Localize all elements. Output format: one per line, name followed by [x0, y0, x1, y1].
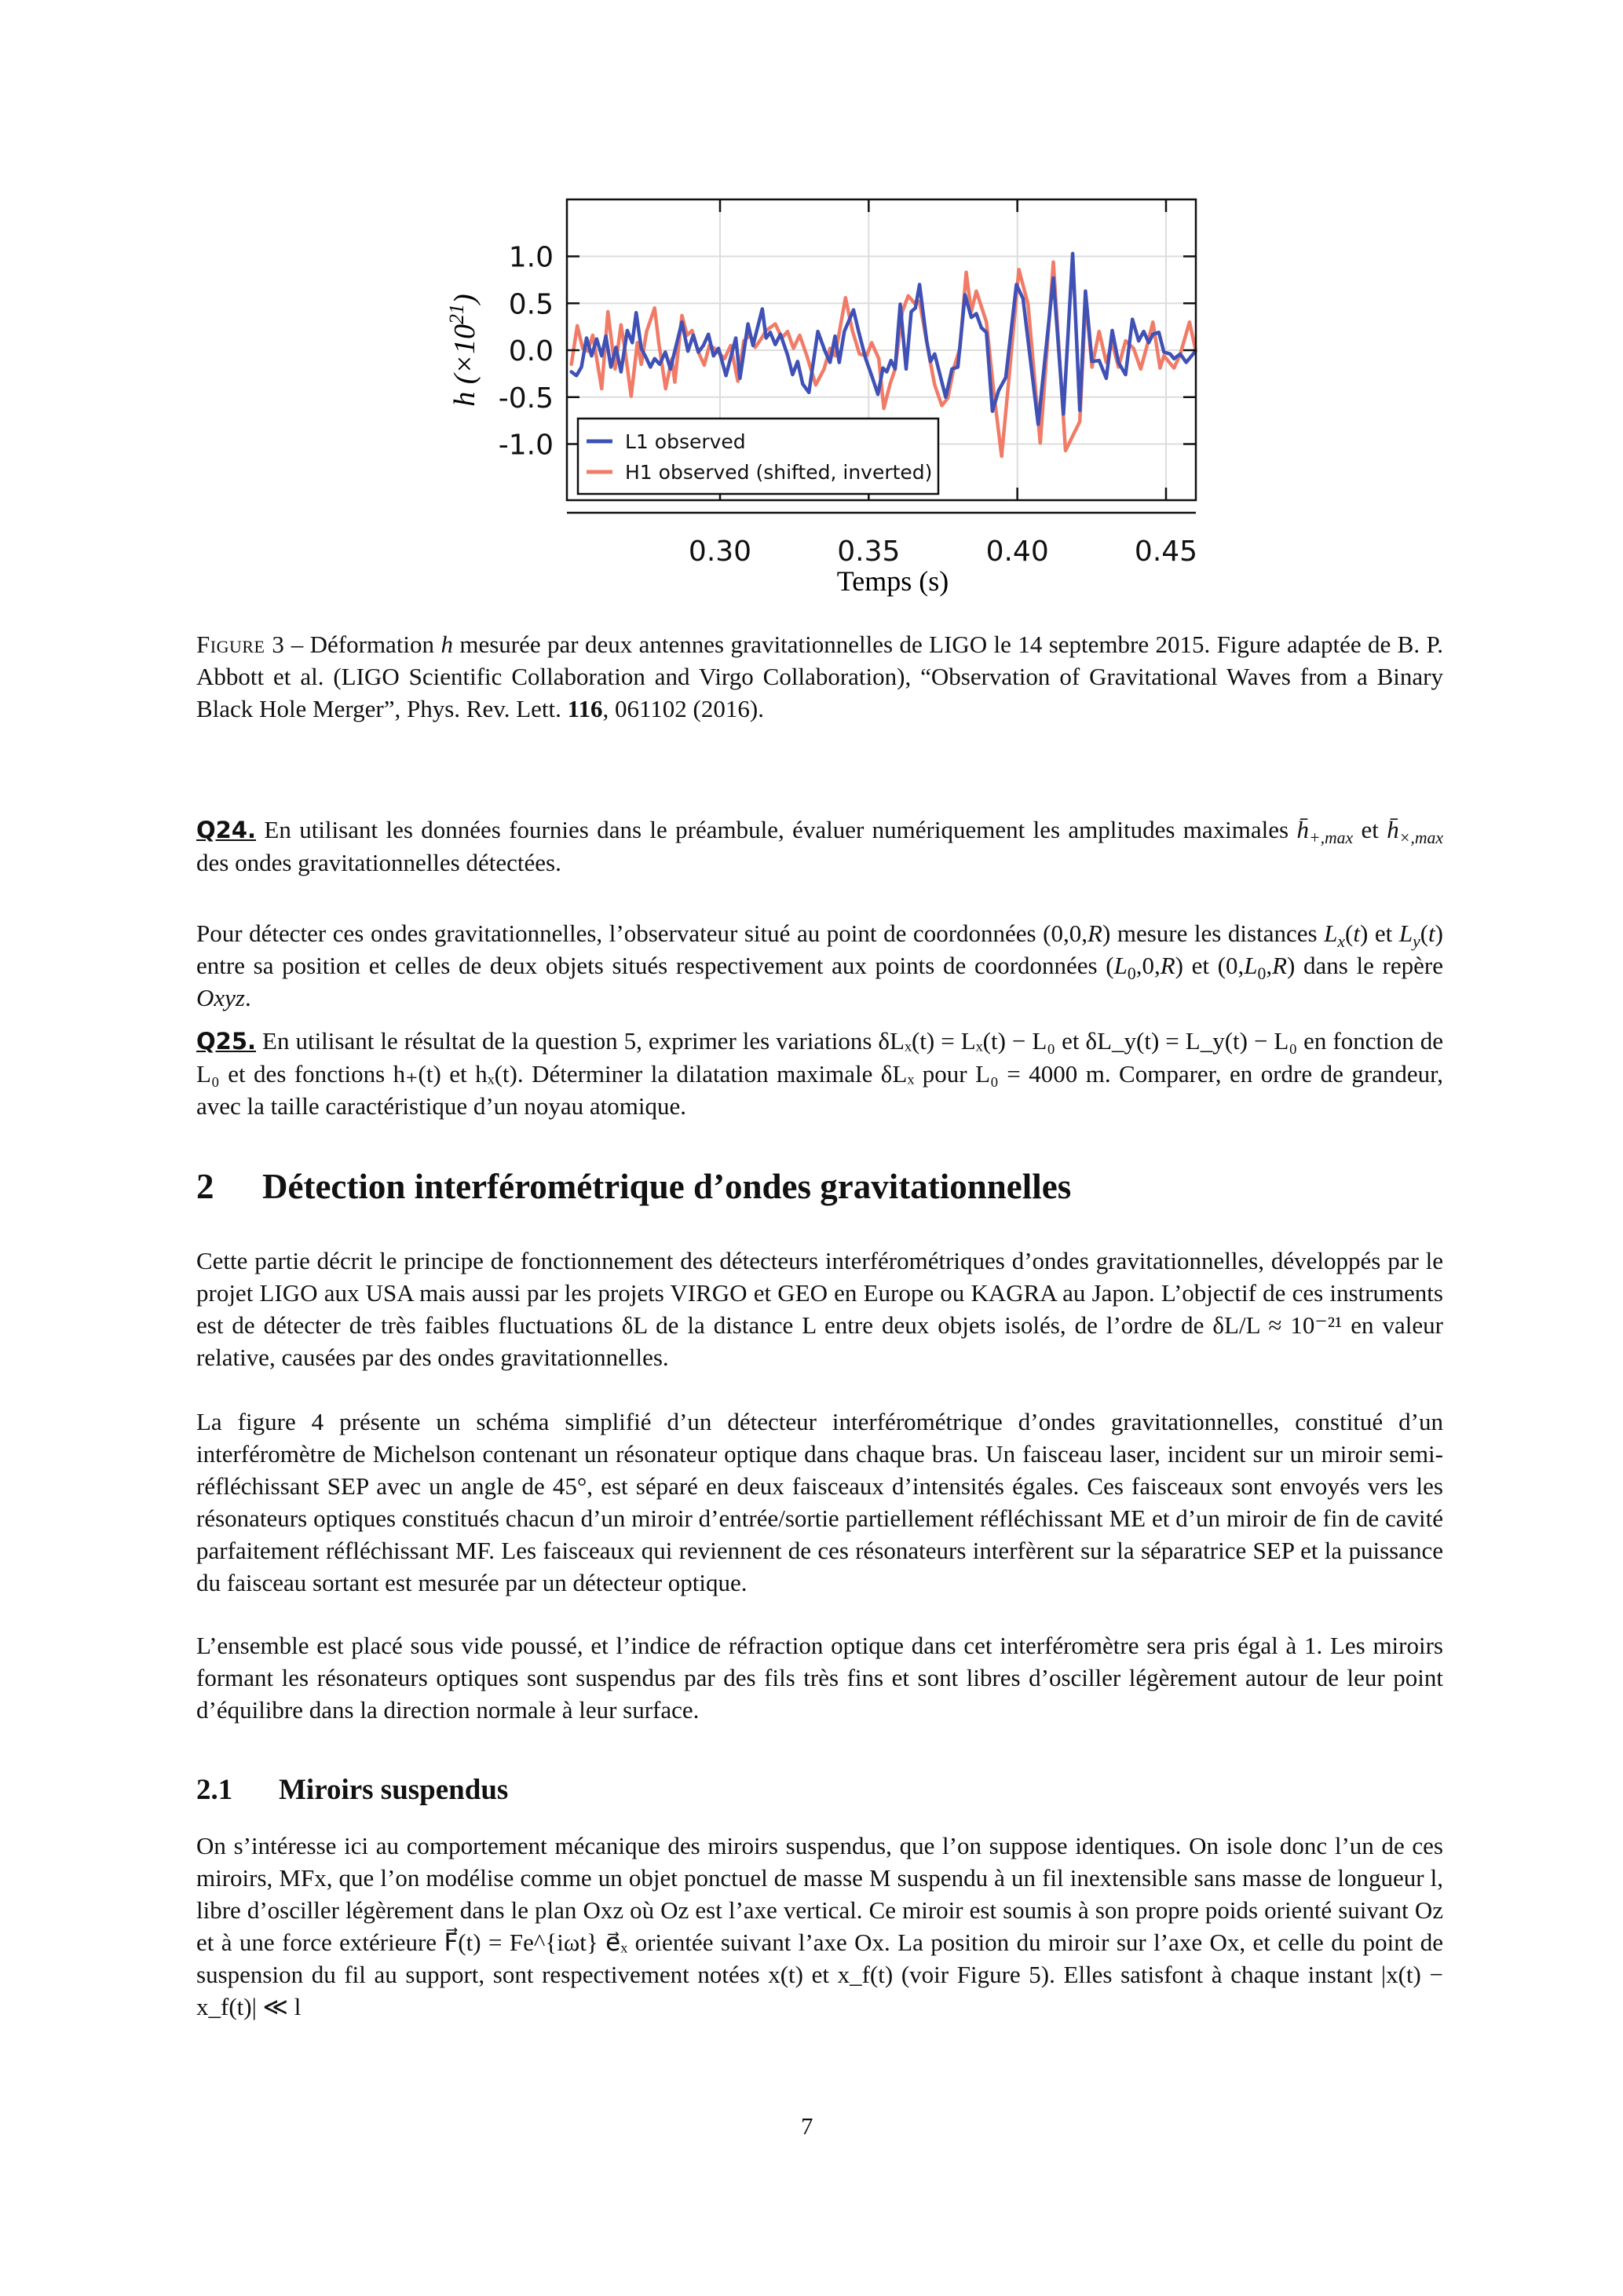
page-number: 7: [801, 2112, 813, 2140]
paragraph-text: et: [1368, 919, 1399, 947]
paragraph-text: ) dans le repère: [1287, 952, 1443, 979]
svg-text:h (×1021): h $(\times 10^{21})$: [445, 294, 481, 407]
h-cross-max: h̄: [1387, 816, 1399, 843]
svg-text:0.5: 0.5: [508, 288, 554, 321]
var-L: L: [1113, 952, 1128, 979]
svg-text:-0.5: -0.5: [498, 382, 554, 415]
paragraph-section-2-intro: Cette partie décrit le principe de fonctionnement des détecteurs interférométriques d’ondes gravitationnelles, développés par le projet LIGO aux USA mais aussi par les projets VIRGO et GEO en Europe ou KAGRA au Japon. L’objectif de ces instruments est de détecter de très faibles fluctuations δL de la distance L entre deux objets isolés, de l’ordre de δL/L ≈ 10⁻²¹ en valeur relative, causées par des ondes gravitationnelles.: [196, 1247, 1443, 1371]
paragraph-text: ,0,: [1135, 952, 1161, 979]
var-t: t: [1428, 919, 1435, 947]
figure-label: Figure 3: [196, 631, 285, 658]
paragraph-text: ) et (0,: [1175, 952, 1245, 979]
figure-3-chart: [424, 188, 1225, 597]
caption-text: , 061102 (2016).: [602, 695, 764, 722]
var-L: L: [1398, 919, 1413, 947]
chart-legend: [578, 419, 938, 494]
var-R: R: [1272, 952, 1288, 979]
x-tick-labels: [689, 536, 1197, 568]
section-title: Détection interférométrique d’ondes gravitationnelles: [262, 1167, 1072, 1206]
paragraph-text: ) mesure les distances: [1102, 919, 1325, 947]
paragraph-text: entre sa position et celles de deux objets situés respectivement aux points de coordonnées (: [196, 952, 1114, 979]
y-tick-labels: [499, 242, 554, 462]
subscript: x: [1337, 932, 1346, 952]
question-24: [196, 813, 1443, 879]
section-2-1-heading: [196, 1773, 508, 1807]
subsection-title: Miroirs suspendus: [279, 1774, 509, 1806]
question-text: des ondes gravitationnelles détectées.: [196, 849, 561, 876]
paragraph-text: ,: [1266, 952, 1273, 979]
subsection-number: 2.1: [196, 1774, 233, 1806]
caption-dash: –: [284, 631, 310, 658]
svg-text:-1.0: -1.0: [498, 429, 554, 462]
svg-text:0.0: 0.0: [508, 335, 554, 367]
var-L: L: [1324, 919, 1338, 947]
var-t: t: [1353, 919, 1360, 947]
h-plus-max: h̄: [1296, 816, 1309, 843]
paragraph-suspended-mirrors: On s’intéresse ici au comportement mécanique des miroirs suspendus, que l’on suppose identiques. On isole donc l’un de ces miroirs, MFx, que l’on modélise comme un objet ponctuel de masse M suspendu à un fil inextensible sans masse de longueur l, libre d’osciller légèrement dans le plan Oxz où Oz est l’axe vertical. Ce miroir est soumis à son propre poids orienté suivant Oz et à une force extérieure F⃗(t) = Fe^{iωt} e⃗ₓ orientée suivant l’axe Ox. La position du miroir sur l’axe Ox, et celle du point de suspension du fil au support, sont respectivement notées x(t) et x_f(t) (voir Figure 5). Elles satisfont à chaque instant |x(t) − x_f(t)| ≪ l: [196, 1832, 1443, 2020]
x-axis-label: Temps (s): [836, 565, 949, 597]
paragraph-detection-setup: Pour détecter ces ondes gravitationnelles, l’observateur situé au point de coordonnées (0,0,R) mesure les distances $L_x(t)$ et $L_y(t)$ entre sa position et celles de deux objets situés respectivement aux points de coordonnées $(L_0,0,R)$ et $(0,L_0,R)$ dans le repère Oxyz.: [196, 919, 1443, 1011]
caption-text: mesurée par deux antennes gravitationnelles de LIGO le 14 septembre 2015. Figure adaptée de B. P. Abbott et al. (LIGO Scientific Collaboration and Virgo Collaboration), “Observation of Gravitational Waves from a Binary Black Hole Merger”, Phys. Rev. Lett.: [196, 631, 1444, 722]
section-2-heading: [196, 1166, 1071, 1207]
caption-volume: 116: [567, 695, 603, 722]
svg-text:0.45: 0.45: [1134, 536, 1198, 568]
var-Oxyz: Oxyz: [196, 984, 245, 1011]
figure-3-caption: [196, 628, 1443, 725]
caption-text: Déformation: [309, 631, 441, 658]
question-text: En utilisant le résultat de la question 5, exprimer les variations δLₓ(t) = Lₓ(t) − L₀ et δL_y(t) = L_y(t) − L₀ en fonction de L₀ et des fonctions h₊(t) et hₓ(t). Déterminer la dilatation maximale δLₓ pour L₀ = 4000 m. Comparer, en ordre de grandeur, avec la taille caractéristique d’un noyau atomique.: [196, 1027, 1443, 1120]
y-axis-label: [445, 294, 481, 406]
paragraph-text: Pour détecter ces ondes gravitationnelles, l’observateur situé au point de coordonnées (0,0,: [196, 919, 1087, 947]
svg-text:1.0: 1.0: [508, 241, 554, 274]
section-number: 2: [196, 1167, 214, 1206]
subscript: ×,max: [1398, 828, 1443, 848]
paragraph-text: .: [244, 984, 251, 1011]
var-R: R: [1160, 952, 1175, 979]
subscript: y: [1413, 932, 1420, 952]
var-L: L: [1244, 952, 1258, 979]
legend-label-h1: H1 observed (shifted, inverted): [625, 461, 933, 484]
svg-text:0.40: 0.40: [985, 536, 1049, 568]
paragraph-vacuum-suspension: L’ensemble est placé sous vide poussé, et l’indice de réfraction optique dans cet interféromètre sera pris égal à 1. Les miroirs formant les résonateurs optiques sont suspendus par des fils très fins et sont libres d’osciller légèrement autour de leur point d’équilibre dans la direction normale à leur surface.: [196, 1632, 1443, 1724]
subscript: +,max: [1308, 828, 1354, 848]
question-text: En utilisant les données fournies dans le préambule, évaluer numériquement les amplitudes maximales: [256, 816, 1297, 843]
question-label: Q24.: [196, 817, 257, 843]
caption-h-variable: h: [440, 631, 453, 658]
question-label: Q25.: [196, 1028, 257, 1055]
question-text: et: [1353, 816, 1387, 843]
legend-label-l1: L1 observed: [625, 430, 746, 453]
paragraph-figure-4-description: La figure 4 présente un schéma simplifié d’un détecteur interférométrique d’ondes gravitationnelles, constitué d’un interféromètre de Michelson contenant un résonateur optique dans chaque bras. Un faisceau laser, incident sur un miroir semi-réfléchissant SEP avec un angle de 45°, est séparé en deux faisceaux d’intensités égales. Ces faisceaux sont envoyés vers les résonateurs optiques constitués chacun d’un miroir d’entrée/sortie partiellement réfléchissant ME et d’un miroir de fin de cavité parfaitement réfléchissant MF. Les faisceaux qui reviennent de ces résonateurs interfèrent sur la séparatrice SEP et la puissance du faisceau sortant est mesurée par un détecteur optique.: [196, 1408, 1443, 1596]
var-R: R: [1087, 919, 1102, 947]
question-25: [196, 1025, 1443, 1122]
svg-text:0.35: 0.35: [837, 536, 901, 568]
svg-text:0.30: 0.30: [688, 536, 752, 568]
